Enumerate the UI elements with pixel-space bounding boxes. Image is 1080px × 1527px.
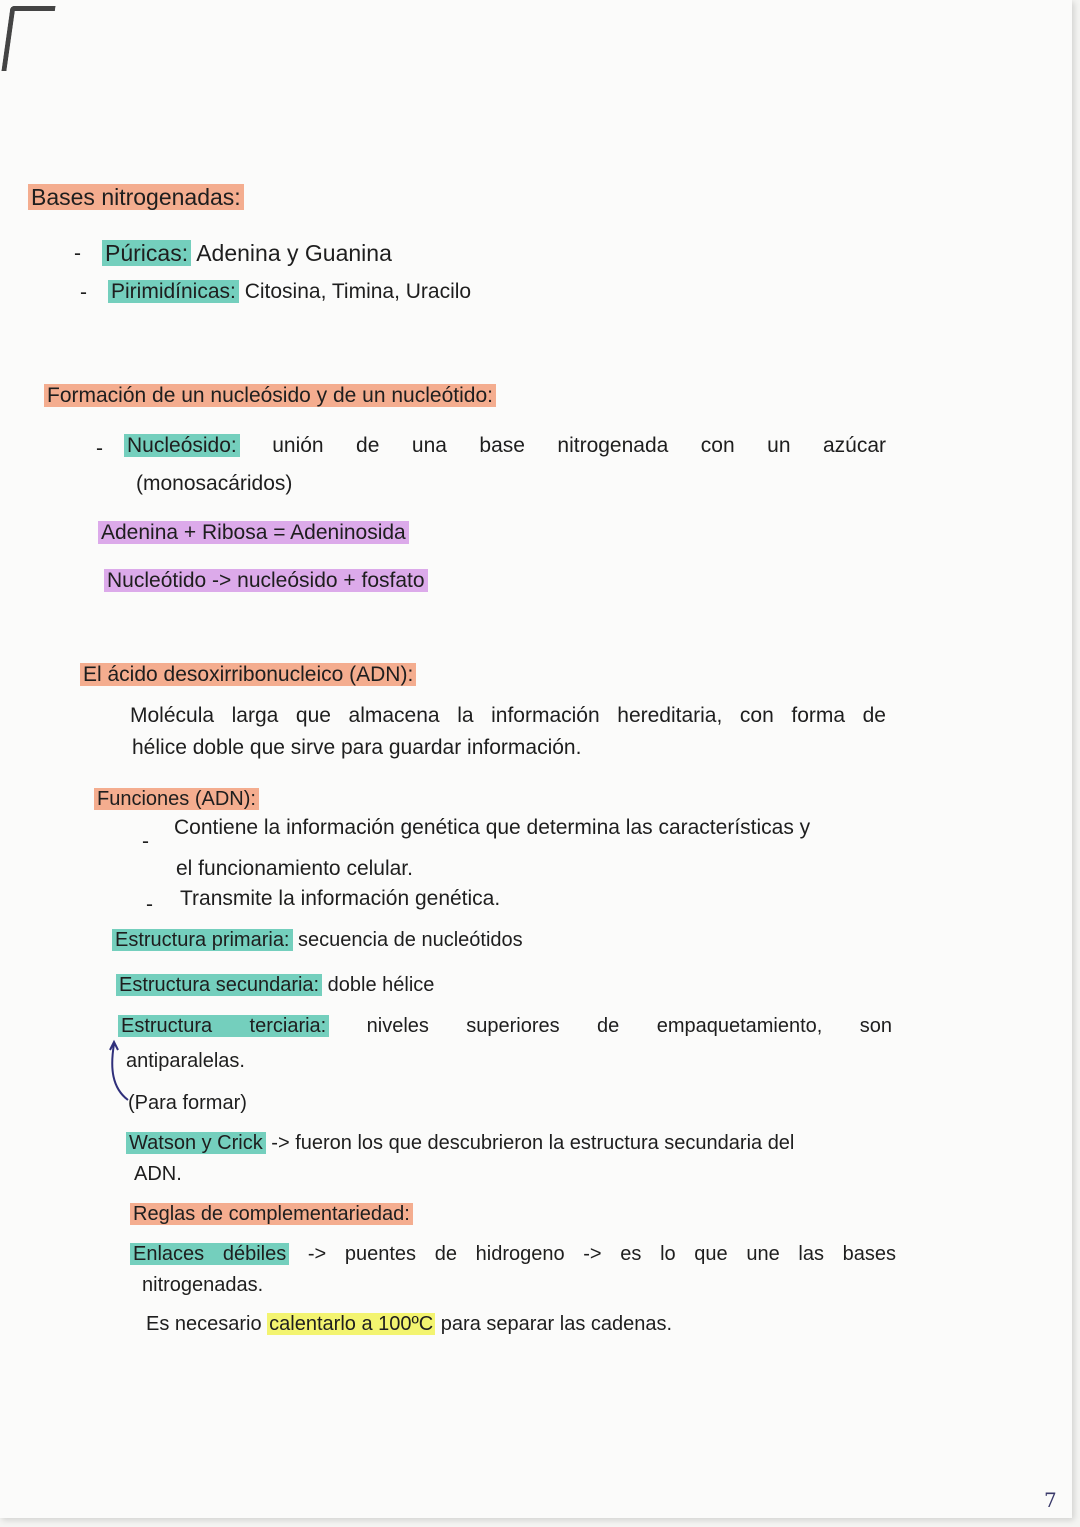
nucleosido-definition: Nucleósido: unión de una base nitrogenada con un azúcar [124,433,886,459]
enlaces-debiles-cont: nitrogenadas. [142,1274,264,1296]
nucleotido-formula: Nucleótido -> nucleósido + fosfato [104,568,428,594]
estructura-terciaria: Estructura terciaria: niveles superiores de empaquetamiento, son [118,1013,892,1039]
formacion-heading: Formación de un nucleósido y de un nucleótido: [44,383,496,409]
bases-item-puricas: Púricas: Adenina y Guanina [102,240,392,266]
adn-description: Molécula larga que almacena la información hereditaria, con forma de [130,704,886,727]
enlaces-debiles: Enlaces débiles -> puentes de hidrogeno -> es lo que une las bases [130,1241,896,1267]
estructura-secundaria: Estructura secundaria: doble hélice [116,972,434,998]
bullet-dash: - [142,830,149,853]
adn-description-cont: hélice doble que sirve para guardar información. [132,736,582,759]
bullet-dash: - [146,893,153,916]
funcion-item: Transmite la información genética. [180,887,501,910]
bases-item-pirimidinicas: Pirimidínicas: Citosina, Timina, Uracilo [108,279,471,305]
bases-heading: Bases nitrogenadas: [28,184,244,210]
bullet-dash: - [96,437,103,460]
nucleosido-example: Adenina + Ribosa = Adeninosida [98,520,409,546]
watson-crick-line: Watson y Crick -> fueron los que descubrieron la estructura secundaria del [126,1130,794,1156]
funcion-item-cont: el funcionamiento celular. [176,857,413,880]
nucleosido-definition-cont: (monosacáridos) [136,472,293,495]
estructura-terciaria-cont: antiparalelas. [126,1050,245,1072]
funcion-item: Contiene la información genética que determina las características y [174,816,811,839]
handwritten-note: (Para formar) [128,1092,247,1114]
reglas-heading: Reglas de complementariedad: [130,1201,413,1227]
page-corner-mark [1,6,55,71]
funciones-heading: Funciones (ADN): [94,786,259,812]
calentar-line: Es necesario calentarlo a 100ºC para separar las cadenas. [146,1313,673,1335]
bullet-dash: - [80,281,87,304]
page-number: 7 [1044,1488,1057,1512]
adn-heading: El ácido desoxirribonucleico (ADN): [80,662,416,688]
estructura-primaria: Estructura primaria: secuencia de nucleótidos [112,927,523,953]
bullet-dash: - [74,242,81,265]
watson-crick-line-cont: ADN. [134,1163,182,1185]
